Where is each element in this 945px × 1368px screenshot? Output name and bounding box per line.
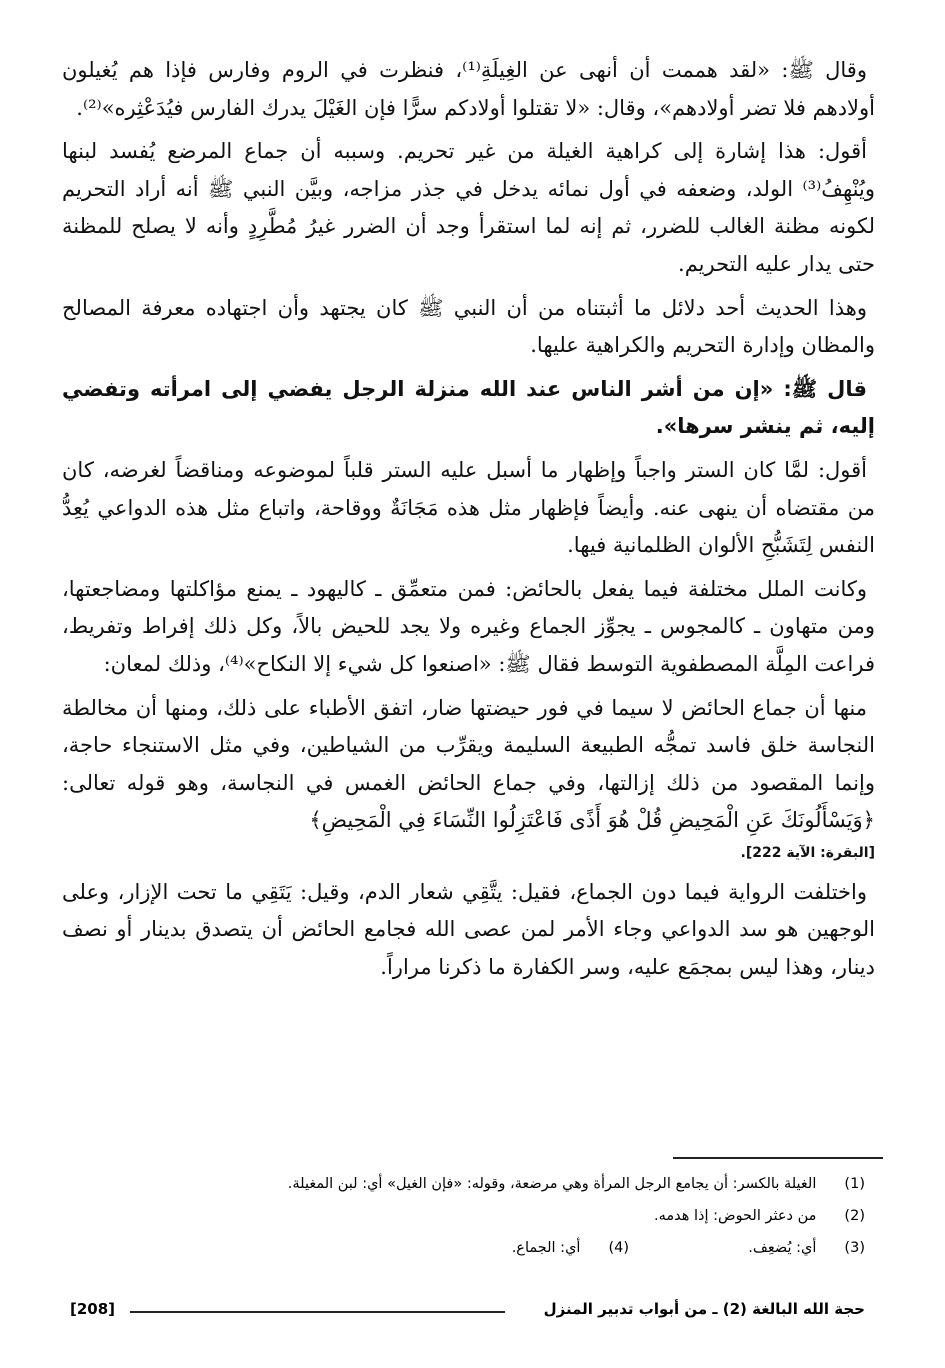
paragraph-8: واختلفت الرواية فيما دون الجماع، فقيل: يتَّقِي شعار الدم، وقيل: يَتَقِي ما تحت الإزار، وعلى الوجهين هو سد الدواعي وجاء الأمر لمن عصى الله فجامع الحائض أن يتصدق بدينار أو نصف دينار، وهذا ليس بمجمَع عليه، وسر الكفارة ما ذكرنا مراراً. [62,879,875,980]
running-title: حجة الله البالغة (2) ـ من أبواب تدبير المنزل [543,1300,865,1318]
footnote-3-4 [80,1232,865,1264]
page-number: [208] [70,1300,116,1318]
footnote-number: (2) [844,1208,865,1224]
footnote-text: الغيلة بالكسر: أن يجامع الرجل المرأة وهي مرضعة، وقوله: «فإن الغيل» أي: لبن المغيلة. [287,1176,817,1192]
footnotes [80,1168,865,1264]
footnote-number: (4) [608,1240,630,1256]
footnote-number: (1) [844,1176,865,1192]
paragraph-2: أقول: هذا إشارة إلى كراهية الغيلة من غير تحريم. وسببه أن جماع المرضع يُفسد لبنها ويُنْهِفُ⁽³⁾ الولد، وضعفه في أول نمائه يدخل في جذر مزاجه، وبيَّن النبي ﷺ أنه أراد التحريم لكونه مظنة الغالب للضرر، ثم إنه لما استقرأ وجد أن الضرر غيرُ مُطَّرِدٍ وأنه لا يصلح للمظنة حتى يدار عليه التحريم. [62,139,875,276]
footnote-separator [673,1157,883,1159]
verse-reference: [البقرة: الآية 222]. [740,844,875,861]
paragraph-3: وهذا الحديث أحد دلائل ما أثبتناه من أن النبي ﷺ كان يجتهد وأن اجتهاده معرفة المصالح والمظان وإدارة التحريم والكراهية عليها. [62,295,875,358]
footnote-text: من دعثر الحوض: إذا هدمه. [654,1208,817,1224]
footnote-1 [80,1168,865,1200]
footnote-number: (3) [844,1240,865,1256]
paragraph-5: أقول: لمَّا كان الستر واجباً وإظهار ما أسبل عليه الستر قلباً لموضوعه ومناقضاً لغرضه، كان من مقتضاه أن ينهى عنه. وأيضاً فإظهار مثل هذه مَجَانَةٌ ووقاحة، واتباع مثل هذه الدواعي يُعِدُّ النفس لِتَشَبُّحِ الألوان الظلمانية فيها. [62,457,875,558]
paragraph-1: وقال ﷺ: «لقد هممت أن أنهى عن الغِيلَةِ⁽¹⁾، فنظرت في الروم وفارس فإذا هم يُغيلون أولادهم فلا تضر أولادهم»، وقال: «لا تقتلوا أولادكم سرًّا فإن الغَيْلَ يدرك الفارس فيُدَعْثِره»⁽²⁾. [62,58,875,120]
paragraph-4: قال ﷺ: «إن من أشر الناس عند الله منزلة الرجل يفضي إلى امرأته وتفضي إليه، ثم ينشر سرها». [62,376,875,439]
main-text [62,52,875,993]
footer-rule [130,1311,505,1313]
footnote-text: أي: الجماع. [511,1240,581,1256]
paragraph-7: منها أن جماع الحائض لا سيما في فور حيضتها ضار، اتفق الأطباء على ذلك، ومنها أن مخالطة النجاسة خلق فاسد تمجُّه الطبيعة السليمة ويقرِّب من الشياطين، وفي مثل الاستنجاء حاجة، وإنما المقصود من ذلك إزالتها، وفي جماع الحائض الغمس في النجاسة، وهو قوله تعالى: ﴿وَيَسْأَلُونَكَ عَنِ الْمَحِيضِ قُلْ هُوَ أَذًى فَاعْتَزِلُوا النِّسَاءَ فِي الْمَحِيضِ﴾ [62,695,875,833]
paragraph-6: وكانت الملل مختلفة فيما يفعل بالحائض: فمن متعمِّق ـ كاليهود ـ يمنع مؤاكلتها ومضاجعتها، ومن متهاون ـ كالمجوس ـ يجوِّز الجماع وغيره ولا يجد للحيض بالاً، وكل ذلك إفراط وتفريط، فراعت المِلَّة المصطفوية التوسط فقال ﷺ: «اصنعوا كل شيء إلا النكاح»⁽⁴⁾، وذلك لمعان: [62,576,875,676]
footnote-text: أي: يُضعِف. [748,1240,817,1256]
footnote-2 [80,1200,865,1232]
page-footer [70,1298,865,1326]
